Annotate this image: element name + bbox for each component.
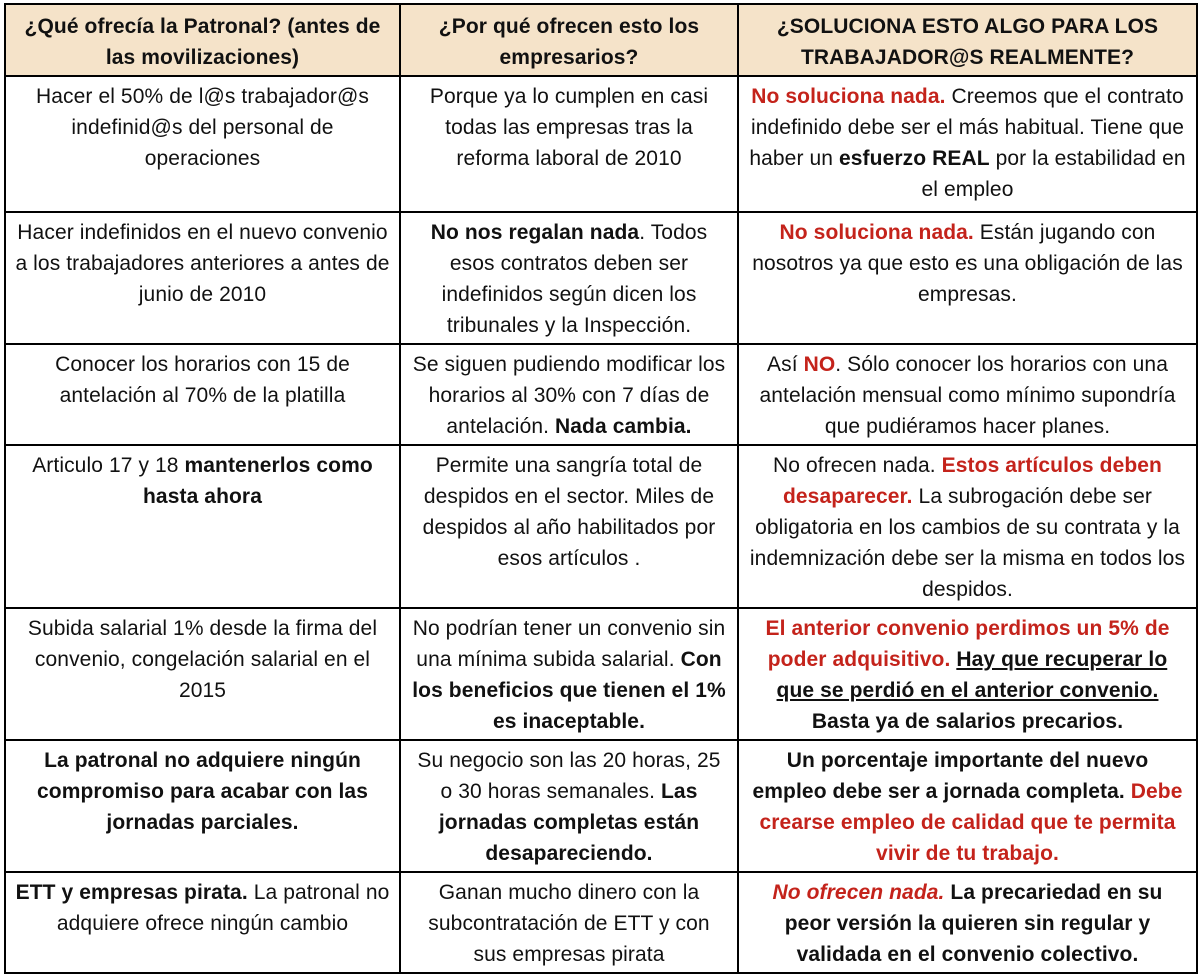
row6-reason-text: Su negocio son las 20 horas, 25 o 30 horas semanales.	[417, 749, 721, 803]
table-row	[5, 212, 1197, 344]
row3-verdict-red: NO	[803, 353, 836, 376]
table-row	[5, 740, 1197, 872]
row1-verdict-red: No soluciona nada.	[751, 85, 946, 108]
row4-offer	[5, 445, 400, 608]
table-row	[5, 608, 1197, 740]
row6-verdict	[738, 740, 1197, 872]
row2-offer: Hacer indefinidos en el nuevo convenio a los trabajadores anteriores a antes de junio de 2010	[5, 212, 400, 344]
row7-offer-bold: ETT y empresas pirata.	[15, 881, 248, 904]
row1-verdict-text: Creemos que el contrato indefinido debe ser el más habitual. Tiene que haber un	[749, 85, 1185, 170]
row6-verdict-bold: Un porcentaje importante del nuevo empleo debe ser a jornada completa.	[752, 749, 1149, 803]
row3-verdict-tail: . Sólo conocer los horarios con una antelación mensual como mínimo supondría que pudiéramos hacer planes.	[759, 353, 1176, 438]
row4-reason: Permite una sangría total de despidos en el sector. Miles de despidos al año habilitados por esos artículos .	[400, 445, 738, 608]
comparison-table	[4, 3, 1198, 974]
row1-reason: Porque ya lo cumplen en casi todas las empresas tras la reforma laboral de 2010	[400, 76, 738, 212]
table-row	[5, 872, 1197, 973]
header-patronal-offer: ¿Qué ofrecía la Patronal? (antes de las movilizaciones)	[5, 4, 400, 76]
row6-reason-bold: Las jornadas completas están desapareciendo.	[438, 780, 700, 865]
row4-verdict-red: Estos artículos deben desaparecer.	[782, 454, 1162, 508]
row2-verdict-red: No soluciona nada.	[779, 221, 974, 244]
row5-verdict-underline: Hay que recuperar lo que se perdió en el anterior convenio.	[776, 648, 1168, 702]
row1-verdict	[738, 76, 1197, 212]
row2-reason-text: . Todos esos contratos deben ser indefinidos según dicen los tribunales y la Inspección.	[441, 221, 708, 337]
row7-verdict	[738, 872, 1197, 973]
row2-reason	[400, 212, 738, 344]
header-solves-anything: ¿SOLUCIONA ESTO ALGO PARA LOS TRABAJADOR@S REALMENTE?	[738, 4, 1197, 76]
row1-verdict-tail: por la estabilidad en el empleo	[921, 147, 1186, 201]
row1-offer: Hacer el 50% de l@s trabajador@s indefinid@s del personal de operaciones	[5, 76, 400, 212]
row5-offer: Subida salarial 1% desde la firma del convenio, congelación salarial en el 2015	[5, 608, 400, 740]
row4-verdict-tail: La subrogación debe ser obligatoria en los cambios de su contrata y la indemnización debe ser la misma en todos los despidos.	[749, 485, 1186, 601]
row7-reason: Ganan mucho dinero con la subcontratación de ETT y con sus empresas pirata	[400, 872, 738, 973]
row1-verdict-bold: esfuerzo REAL	[838, 147, 990, 170]
row3-offer: Conocer los horarios con 15 de antelación al 70% de la platilla	[5, 344, 400, 445]
row7-offer	[5, 872, 400, 973]
table-row	[5, 445, 1197, 608]
row4-verdict	[738, 445, 1197, 608]
table-row	[5, 344, 1197, 445]
row6-verdict-red: Debe crearse empleo de calidad que te permita vivir de tu trabajo.	[759, 780, 1183, 865]
row4-verdict-text: No ofrecen nada.	[773, 454, 942, 477]
row7-verdict-bold: La precariedad en su peor versión la quieren sin regular y validada en el convenio colectivo.	[784, 881, 1163, 966]
row5-verdict-red: El anterior convenio perdimos un 5% de poder adquisitivo.	[765, 617, 1170, 671]
row2-reason-bold: No nos regalan nada	[430, 221, 640, 244]
header-why-offer: ¿Por qué ofrecen esto los empresarios?	[400, 4, 738, 76]
table-header-row	[5, 4, 1197, 76]
row3-verdict	[738, 344, 1197, 445]
row6-offer: La patronal no adquiere ningún compromiso para acabar con las jornadas parciales.	[5, 740, 400, 872]
row3-verdict-text: Así	[767, 353, 804, 376]
row7-offer-text: La patronal no adquiere ofrece ningún cambio	[56, 881, 390, 935]
row6-reason	[400, 740, 738, 872]
row5-reason-text: No podrían tener un convenio sin una mínima subida salarial.	[412, 617, 726, 671]
row3-reason-bold: Nada cambia.	[555, 415, 692, 438]
row5-reason-bold: Con los beneficios que tienen el 1% es inaceptable.	[412, 648, 726, 733]
row7-verdict-red-italic: No ofrecen nada.	[772, 881, 945, 904]
row4-offer-text: Articulo 17 y 18	[32, 454, 185, 477]
row5-verdict-bold: Basta ya de salarios precarios.	[811, 710, 1124, 733]
row2-verdict-text: Están jugando con nosotros ya que esto es una obligación de las empresas.	[752, 221, 1183, 306]
row4-offer-bold: mantenerlos como hasta ahora	[143, 454, 373, 508]
row3-reason	[400, 344, 738, 445]
row5-reason	[400, 608, 738, 740]
row2-verdict	[738, 212, 1197, 344]
table-row	[5, 76, 1197, 212]
row3-reason-text: Se siguen pudiendo modificar los horarios al 30% con 7 días de antelación.	[412, 353, 726, 438]
row5-verdict	[738, 608, 1197, 740]
